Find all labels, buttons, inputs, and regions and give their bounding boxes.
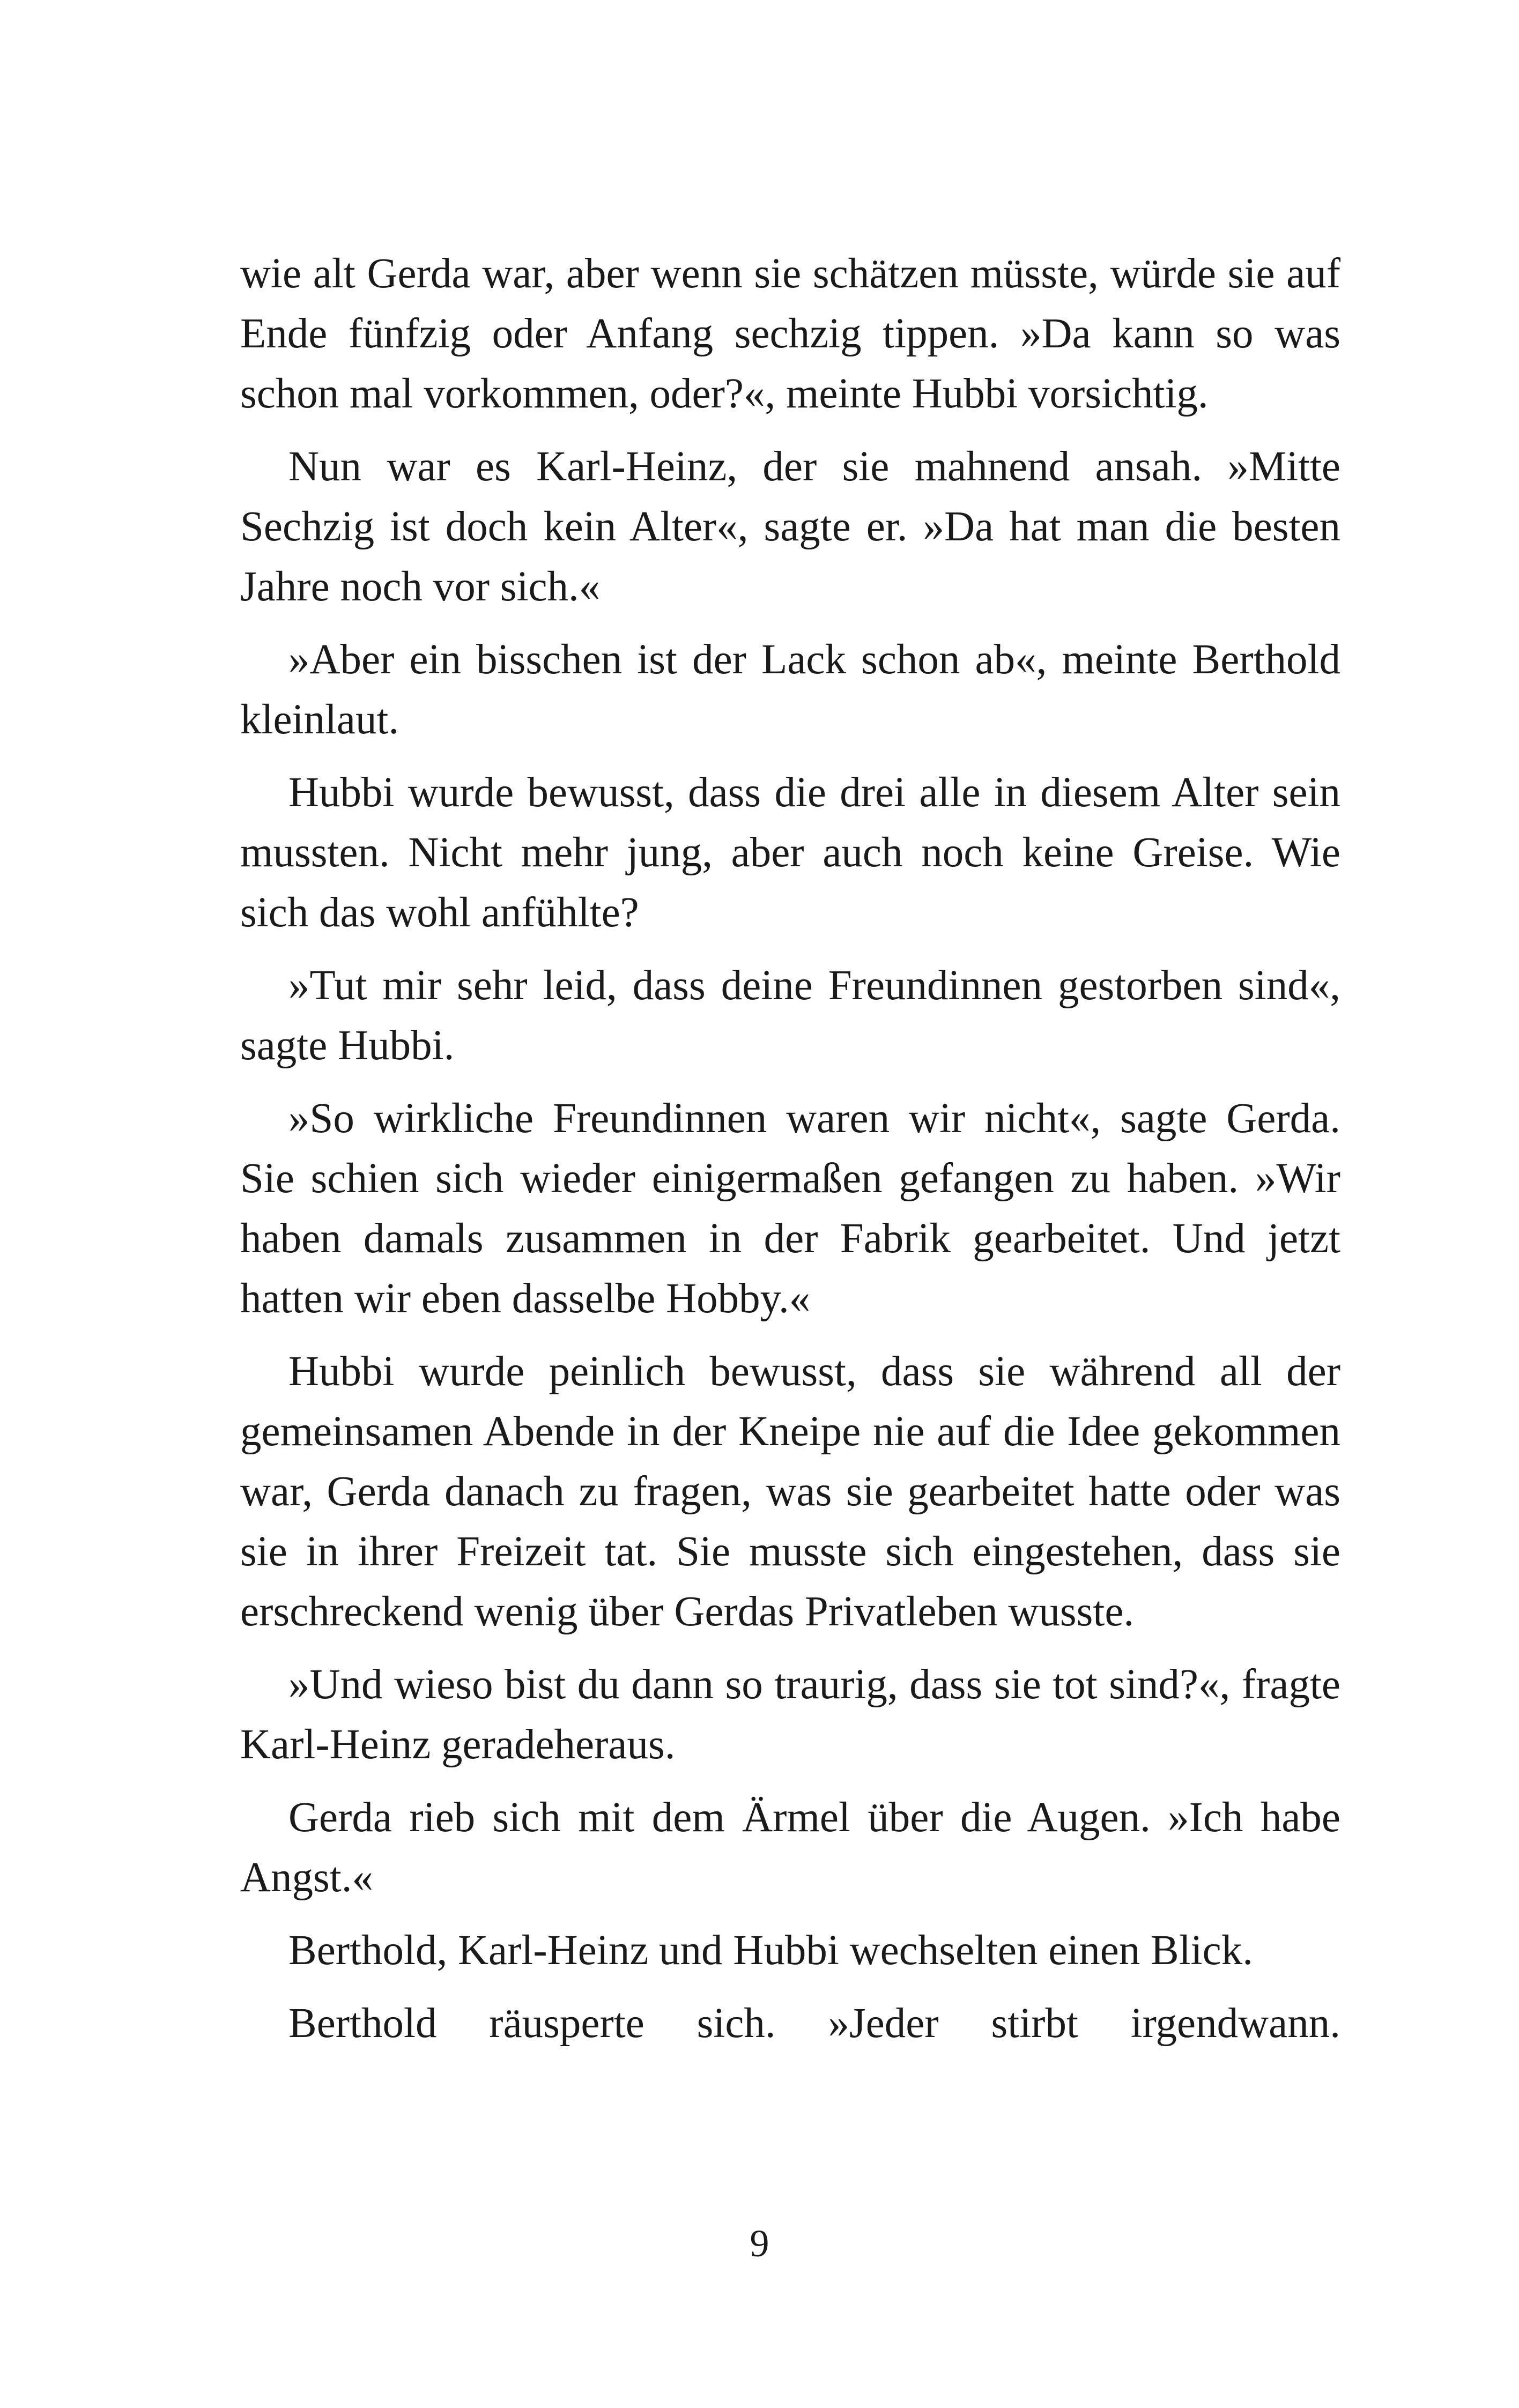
paragraph: »Und wieso bist du dann so traurig, dass sie tot sind?«, fragte Karl-Heinz geradeheraus. [240,1661,1340,1768]
paragraph: »Tut mir sehr leid, dass deine Freundinnen gestorben sind«, sagte Hubbi. [240,962,1340,1069]
paragraph: wie alt Gerda war, aber wenn sie schätzen müsste, würde sie auf Ende fünfzig oder Anfang sechzig tippen. »Da kann so was schon mal vorkommen, oder?«, meinte Hubbi vorsichtig. [240,250,1340,417]
paragraph: Berthold räusperte sich. »Jeder stirbt irgendwann. [288,2000,1340,2047]
paragraph: Nun war es Karl-Heinz, der sie mahnend ansah. »Mitte Sechzig ist doch kein Alter«, sagte er. »Da hat man die besten Jahre noch vor sich.« [240,443,1340,610]
paragraph: Hubbi wurde peinlich bewusst, dass sie während all der gemeinsamen Abende in der Kneipe nie auf die Idee gekommen war, Gerda danach zu fragen, was sie gearbeitet hatte oder was sie in ihrer Freizeit tat. Sie musste sich eingestehen, dass sie erschreckend wenig über Gerdas Privatleben wusste. [240,1348,1340,1635]
paragraph: »Aber ein bisschen ist der Lack schon ab«, meinte Berthold kleinlaut. [240,636,1340,743]
paragraph: »So wirkliche Freundinnen waren wir nicht«, sagte Gerda. Sie schien sich wieder einigermaßen gefangen zu haben. »Wir haben damals zusammen in der Fabrik gearbeitet. Und jetzt hatten wir eben dasselbe Hobby.« [240,1095,1340,1322]
paragraph: Gerda rieb sich mit dem Ärmel über die Augen. »Ich habe Angst.« [240,1794,1340,1901]
body-text [240,244,1340,2054]
page-number: 9 [750,2222,769,2265]
paragraph: Berthold, Karl-Heinz und Hubbi wechselten einen Blick. [288,1927,1253,1974]
paragraph: Hubbi wurde bewusst, dass die drei alle in diesem Alter sein mussten. Nicht mehr jung, aber auch noch keine Greise. Wie sich das wohl anfühlte? [240,769,1340,936]
